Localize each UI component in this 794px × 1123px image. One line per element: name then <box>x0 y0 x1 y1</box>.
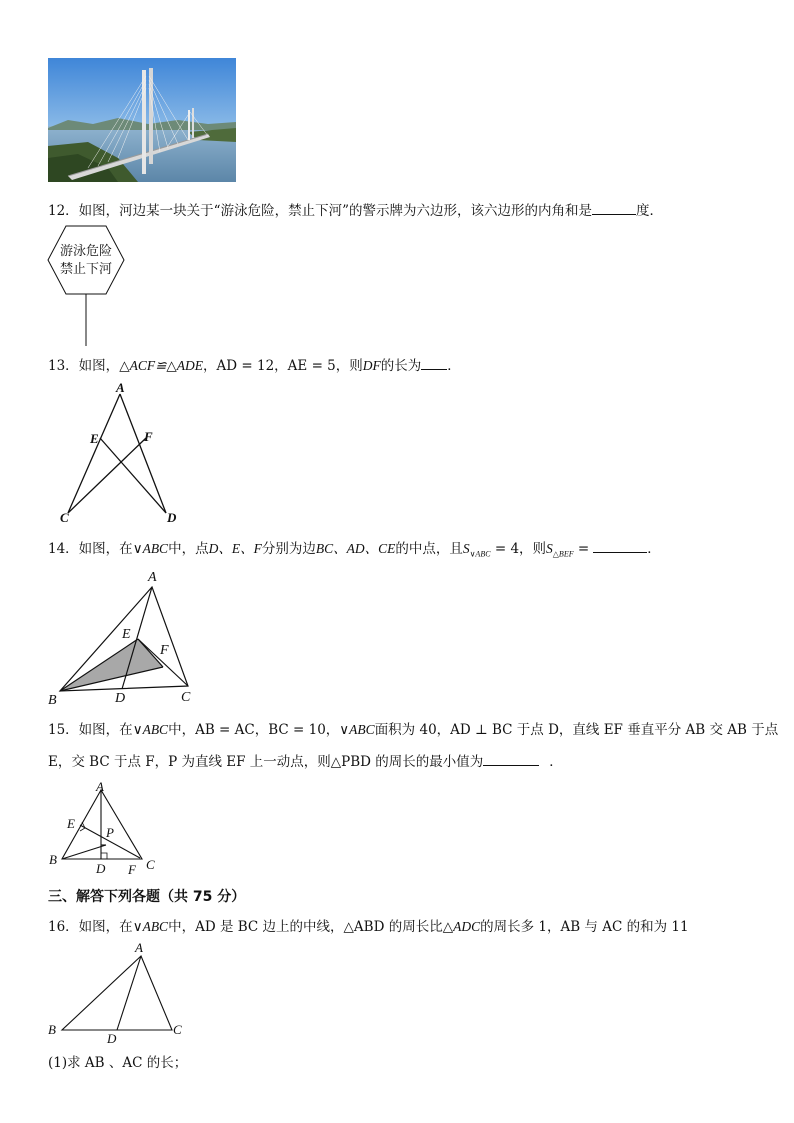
bridge-photo <box>48 58 236 182</box>
point-label-D: D <box>167 510 177 525</box>
point-label-E: E <box>122 627 131 642</box>
sign-text-line1: 游泳危险 <box>59 244 113 259</box>
point-label-D: D <box>107 1031 117 1046</box>
sign-text-line2: 禁止下河 <box>59 262 113 277</box>
question-16-part1: (1)求 AB 、AC 的长； <box>48 1055 188 1071</box>
point-label-A: A <box>135 940 143 955</box>
point-label-D: D <box>96 861 106 876</box>
answer-blank[interactable] <box>592 200 636 215</box>
point-label-C: C <box>60 510 69 525</box>
answer-blank[interactable] <box>483 751 539 766</box>
question-12-text: 12．如图，河边某一块关于“游泳危险，禁止下河”的警示牌为六边形，该六边形的内角和是 度． <box>48 200 663 221</box>
answer-blank[interactable] <box>421 355 447 370</box>
question-15-line1: 15．如图，在∨ABC中，AB = AC，BC = 10，∨ABC面积为 40，AD ⊥ BC 于点 D，直线 EF 垂直平分 AB 交 AB 于点 <box>48 722 779 738</box>
question-15-line2: E，交 BC 于点 F，P 为直线 EF 上一动点，则△PBD 的周长的最小值为 ． <box>48 751 563 772</box>
question-13-text: 13．如图，△ACF≌△ADE，AD = 12，AE = 5，则DF的长为 ． <box>48 355 461 376</box>
figure-q13 <box>56 380 186 530</box>
point-label-E: E <box>67 816 75 831</box>
question-16-text: 16．如图，在∨ABC中，AD 是 BC 边上的中线，△ABD 的周长比△ADC的周长多 1，AB 与 AC 的和为 11 <box>48 919 689 935</box>
point-label-B: B <box>48 1022 56 1037</box>
figure-q16 <box>60 950 190 1040</box>
point-label-P: P <box>106 825 114 840</box>
point-label-B: B <box>48 693 57 708</box>
point-label-C: C <box>146 857 155 872</box>
point-label-F: F <box>160 643 169 658</box>
point-label-A: A <box>148 570 157 585</box>
question-14-text: 14．如图，在∨ABC中，点D、E、F分别为边BC、AD、CE的中点，且$S_{\vee ABC} = 4$，则$S_{\triangle BEF}$ = ． <box>48 538 661 565</box>
point-label-A: A <box>116 380 125 395</box>
answer-blank[interactable] <box>593 538 647 553</box>
point-label-A: A <box>96 779 104 794</box>
point-label-B: B <box>49 852 57 867</box>
warning-sign-figure <box>48 224 128 348</box>
section-3-title: 三、解答下列各题（共 75 分） <box>48 889 246 905</box>
point-label-E: E <box>90 431 99 446</box>
point-label-C: C <box>181 690 191 705</box>
point-label-D: D <box>115 691 126 706</box>
point-label-F: F <box>128 862 136 877</box>
point-label-C: C <box>173 1022 182 1037</box>
point-label-F: F <box>144 429 153 444</box>
